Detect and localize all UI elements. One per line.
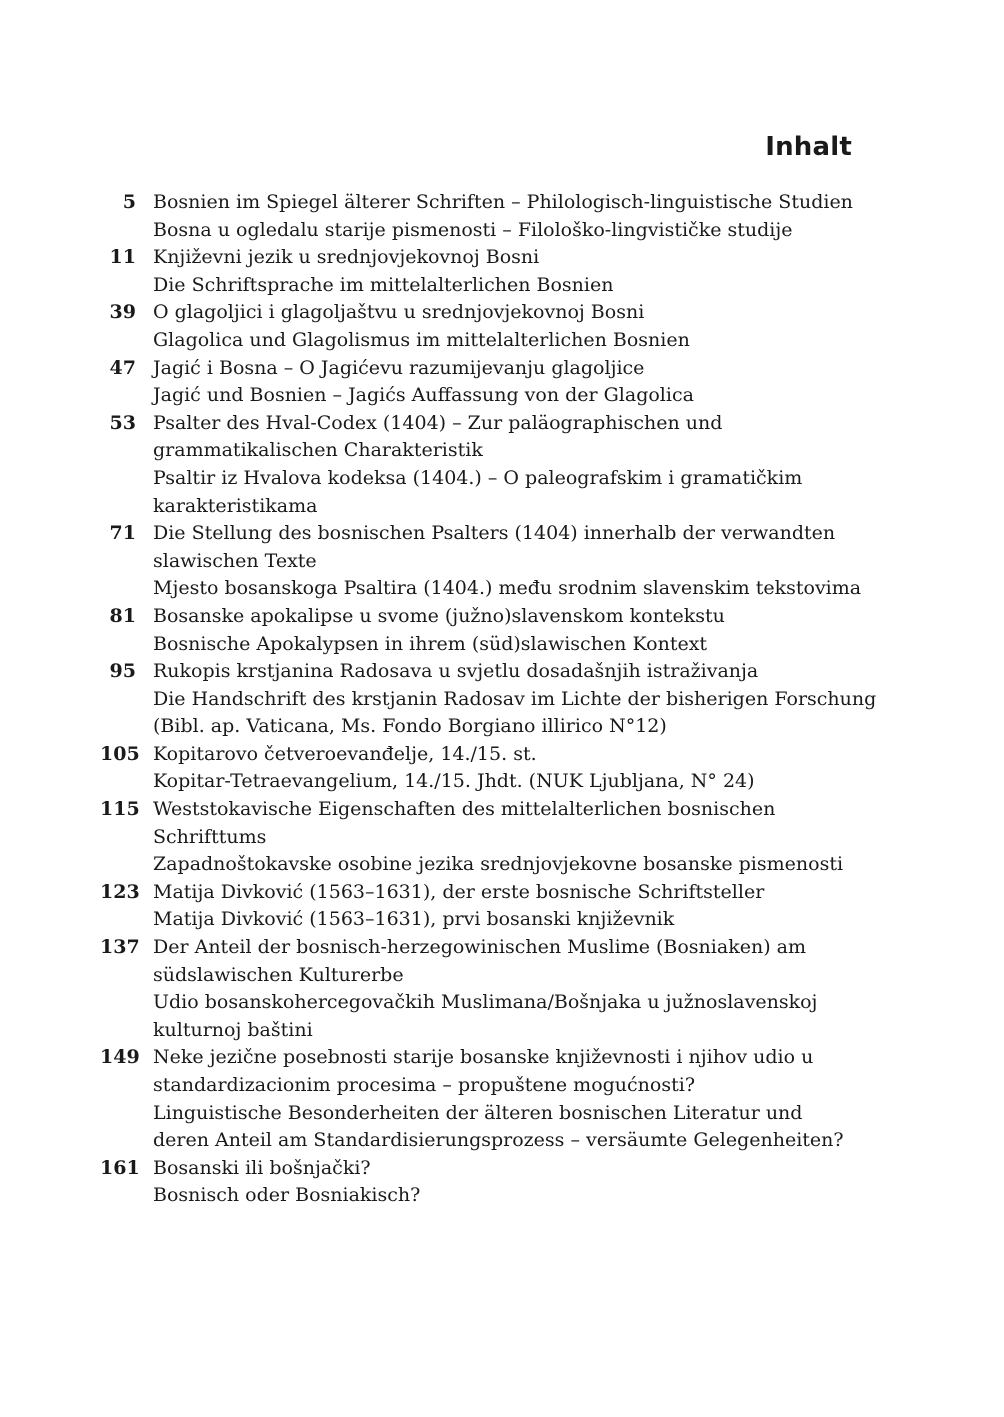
toc-page-number: 71: [109, 522, 136, 545]
toc-entry-line: Zapadnoštokavske osobine jezika srednjovjekovne bosanske pismenosti: [153, 853, 844, 876]
toc-entry: [100, 1155, 860, 1210]
toc-page-number: 115: [100, 798, 140, 821]
toc-entry-title: [153, 189, 860, 244]
toc-entry-line: Kopitarovo četveroevanđelje, 14./15. st.: [153, 742, 537, 765]
toc-page-number: 137: [100, 936, 140, 959]
toc-page-number: 105: [100, 742, 140, 765]
toc-page-number: 5: [122, 191, 136, 213]
toc-page-number: 123: [100, 880, 140, 903]
toc-entry-line: Udio bosanskohercegovačkih Muslimana/Bošnjaka u južnoslavenskoj: [153, 991, 818, 1014]
toc-entry-title: [153, 299, 860, 354]
toc-entry-title: [153, 1044, 860, 1154]
toc-entry-line: Weststokavische Eigenschaften des mittelalterlichen bosnischen: [153, 798, 776, 821]
toc-entry-line: Književni jezik u srednjovjekovnoj Bosni: [153, 246, 540, 269]
toc-entry-title: [153, 355, 860, 410]
toc-entry: [100, 741, 860, 796]
toc-entry: [100, 520, 860, 603]
toc-entry-line: Bosna u ogledalu starije pismenosti – Filološko-lingvističke studije: [153, 218, 793, 241]
toc-entry-title: [153, 741, 860, 796]
table-of-contents: [100, 189, 877, 1210]
toc-page-number: 81: [109, 604, 136, 627]
toc-entry-line: Jagić i Bosna – O Jagićevu razumijevanju glagoljice: [153, 356, 645, 379]
toc-entry-line: Bosnisch oder Bosniakisch?: [153, 1184, 421, 1207]
toc-entry-line: Mjesto bosanskoga Psaltira (1404.) među srodnim slavenskim tekstovima: [153, 577, 862, 600]
toc-page-number: 95: [109, 660, 136, 683]
toc-entry: [100, 658, 877, 741]
toc-entry-title: [153, 796, 860, 879]
toc-entry-title: [153, 1155, 860, 1210]
toc-entry-title: [153, 520, 861, 603]
toc-entry-line: deren Anteil am Standardisierungsprozess – versäumte Gelegenheiten?: [153, 1129, 844, 1152]
toc-entry: [100, 299, 860, 354]
toc-entry: [100, 244, 860, 299]
toc-entry-line: O glagoljici i glagoljaštvu u srednjovjekovnoj Bosni: [153, 301, 645, 324]
toc-entry-line: Kopitar-Tetraevangelium, 14./15. Jhdt. (NUK Ljubljana, N° 24): [153, 770, 755, 793]
toc-entry: [100, 189, 860, 244]
toc-entry-line: Die Schriftsprache im mittelalterlichen Bosnien: [153, 273, 614, 296]
toc-entry-line: Psaltir iz Hvalova kodeksa (1404.) – O paleografskim i gramatičkim: [153, 466, 803, 489]
toc-entry-line: Rukopis krstjanina Radosava u svjetlu dosadašnjih istraživanja: [153, 660, 759, 683]
page-title: Inhalt: [765, 132, 852, 162]
toc-entry-line: Die Handschrift des krstjanin Radosav im Lichte der bisherigen Forschung: [153, 687, 877, 710]
toc-page-number: 149: [100, 1046, 140, 1069]
toc-entry-line: slawischen Texte: [153, 549, 317, 572]
toc-entry-line: grammatikalischen Charakteristik: [153, 439, 483, 462]
toc-entry-line: Glagolica und Glagolismus im mittelalterlichen Bosnien: [153, 328, 690, 351]
toc-entry-line: Bosnien im Spiegel älterer Schriften – Philologisch-linguistische Studien: [153, 191, 853, 213]
toc-entry-line: kulturnoj baštini: [153, 1018, 313, 1041]
toc-entry-title: [153, 410, 860, 520]
toc-entry: [100, 410, 860, 520]
toc-entry-line: Jagić und Bosnien – Jagićs Auffassung von der Glagolica: [153, 384, 694, 407]
toc-entry: [100, 603, 860, 658]
toc-page-number: 161: [100, 1156, 140, 1179]
toc-entry: [100, 934, 860, 1044]
toc-entry-line: Schrifttums: [153, 825, 267, 848]
toc-entry: [100, 796, 860, 879]
toc-entry-line: Matija Divković (1563–1631), prvi bosanski književnik: [153, 908, 675, 931]
toc-entry-line: standardizacionim procesima – propuštene mogućnosti?: [153, 1074, 696, 1096]
toc-entry: [100, 355, 860, 410]
toc-entry-line: Bosanske apokalipse u svome (južno)slavenskom kontekstu: [153, 604, 725, 627]
toc-entry-line: Neke jezične posebnosti starije bosanske književnosti i njihov udio u: [153, 1046, 814, 1069]
toc-entry-line: Der Anteil der bosnisch-herzegowinischen Muslime (Bosniaken) am: [153, 936, 806, 959]
toc-entry: [100, 1044, 860, 1154]
toc-entry-line: Psalter des Hval-Codex (1404) – Zur paläographischen und: [153, 411, 723, 434]
toc-entry-line: Bosanski ili bošnjački?: [153, 1156, 371, 1179]
toc-entry: [100, 879, 860, 934]
toc-entry-line: (Bibl. ap. Vaticana, Ms. Fondo Borgiano illirico N°12): [153, 715, 667, 738]
toc-page-number: 47: [109, 356, 136, 379]
toc-page-number: 11: [109, 246, 136, 269]
toc-entry-title: [153, 879, 860, 934]
toc-entry-line: Die Stellung des bosnischen Psalters (1404) innerhalb der verwandten: [153, 522, 836, 545]
toc-entry-line: Linguistische Besonderheiten der älteren bosnischen Literatur und: [153, 1101, 803, 1124]
toc-entry-line: Matija Divković (1563–1631), der erste bosnische Schriftsteller: [153, 880, 765, 903]
toc-page-number: 53: [109, 411, 136, 434]
toc-entry-line: Bosnische Apokalypsen in ihrem (süd)slawischen Kontext: [153, 632, 708, 655]
toc-entry-title: [153, 658, 876, 741]
toc-page-number: 39: [109, 301, 136, 324]
toc-entry-line: karakteristikama: [153, 494, 318, 517]
toc-entry-title: [153, 934, 860, 1044]
toc-entry-title: [153, 244, 860, 299]
toc-entry-title: [153, 603, 860, 658]
toc-entry-line: südslawischen Kulturerbe: [153, 963, 404, 986]
